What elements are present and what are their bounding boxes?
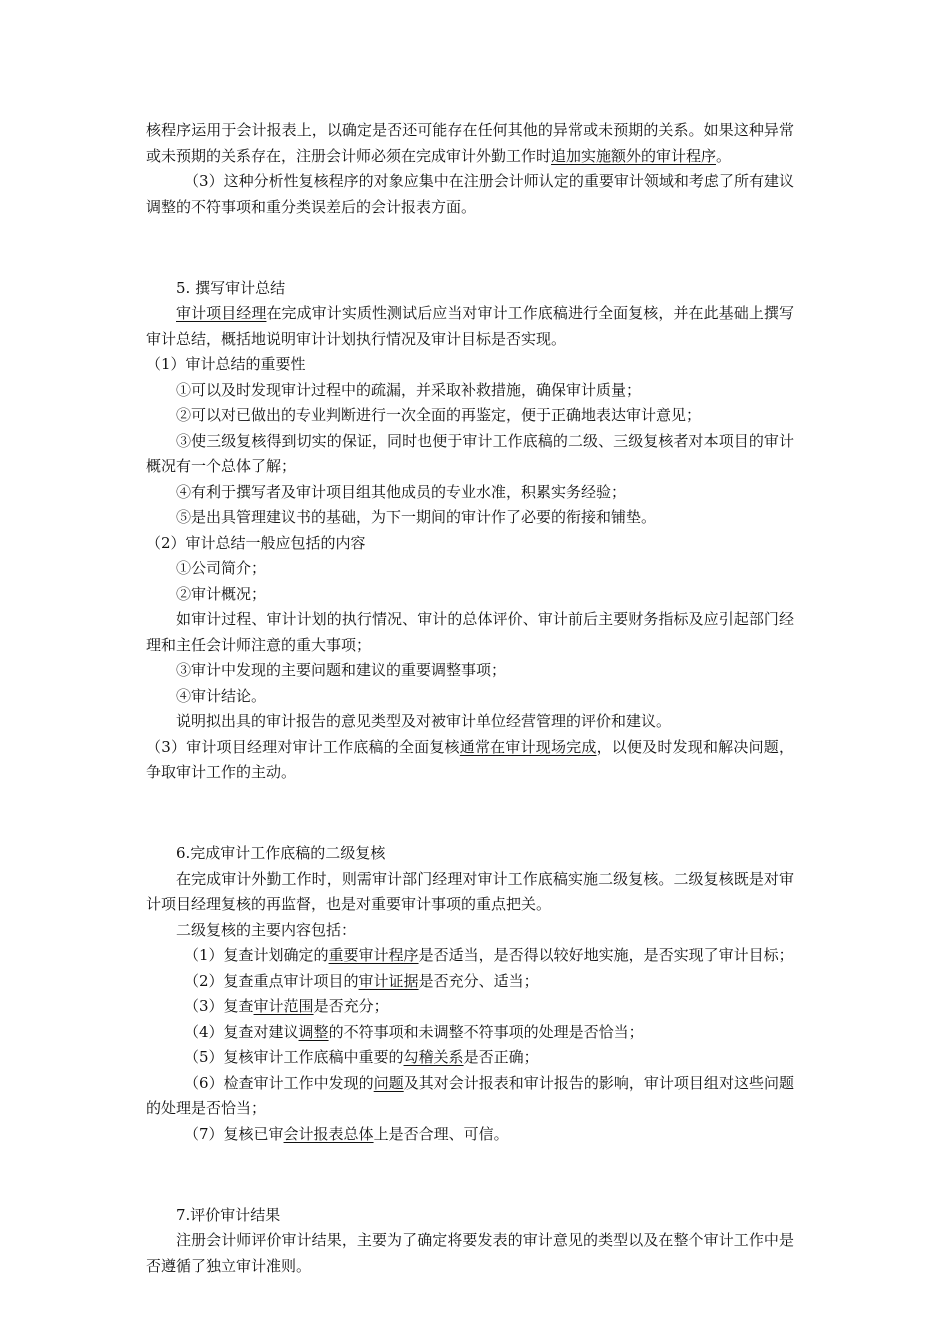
text-run: 说明拟出具的审计报告的意见类型及对被审计单位经营管理的评价和建议。 — [176, 712, 672, 730]
text-run: ③审计中发现的主要问题和建议的重要调整事项； — [176, 661, 507, 679]
text-run: （5）复核审计工作底稿中重要的 — [184, 1048, 404, 1066]
underlined-text: 审计证据 — [358, 971, 419, 990]
text-run: （1）复查计划确定的 — [184, 946, 329, 964]
underlined-text: 审计项目经理 — [176, 304, 267, 322]
paragraph — [146, 378, 794, 404]
paragraph — [146, 658, 794, 684]
paragraph — [146, 1203, 794, 1229]
text-run: （3）这种分析性复核程序的对象应集中在注册会计师认定的重要审计领域和考虑了所有建议调整的不符事项和重分类误差后的会计报表方面。 — [146, 172, 794, 216]
text-run: （2）审计总结一般应包括的内容 — [146, 533, 366, 552]
text-run: 5. 撰写审计总结 — [176, 278, 286, 297]
paragraph — [146, 276, 794, 302]
text-run: （7）复核已审 — [184, 1124, 284, 1143]
text-run: 。 — [716, 146, 732, 165]
text-run: 是否正确； — [463, 1048, 539, 1066]
underlined-text: 调整 — [298, 1022, 329, 1041]
blank-line — [146, 235, 794, 261]
text-run: 二级复核的主要内容包括： — [176, 920, 357, 939]
underlined-text: 重要审计程序 — [328, 946, 419, 964]
paragraph — [146, 1071, 794, 1122]
text-run: ②审计概况； — [176, 584, 267, 603]
text-run: 是否适当，是否得以较好地实施，是否实现了审计目标； — [418, 946, 794, 964]
text-run: （4）复查对建议 — [184, 1022, 299, 1041]
text-run: ⑤是出具管理建议书的基础，为下一期间的审计作了必要的衔接和铺垫。 — [176, 508, 657, 526]
paragraph — [146, 118, 794, 169]
paragraph — [146, 607, 794, 658]
paragraph — [146, 1122, 794, 1148]
text-run: 在完成审计实质性测试后应当对审计工作底稿进行全面复核，并在此基础上撰写审计总结，概括地说明审计计划执行情况及审计目标是否实现。 — [146, 304, 794, 348]
paragraph — [146, 1045, 794, 1071]
text-run: 7.评价审计结果 — [176, 1205, 281, 1224]
text-run: （3）复查 — [184, 997, 254, 1015]
text-run: 是否充分、适当； — [418, 971, 539, 990]
paragraph — [146, 556, 794, 582]
paragraph — [146, 403, 794, 429]
text-run: 的不符事项和未调整不符事项的处理是否恰当； — [328, 1022, 644, 1041]
paragraph — [146, 994, 794, 1020]
paragraph — [146, 969, 794, 995]
paragraph — [146, 867, 794, 918]
text-run: 及其对会计报表和审计报告的影响，审计项目组对这些问题的处理是否恰当； — [146, 1073, 794, 1117]
text-run: ④有利于撰写者及审计项目组其他成员的专业水准，积累实务经验； — [176, 482, 627, 501]
text-run: 是否充分； — [313, 997, 389, 1015]
paragraph — [146, 735, 794, 786]
text-run: 注册会计师评价审计结果，主要为了确定将要发表的审计意见的类型以及在整个审计工作中是否遵循了独立审计准则。 — [146, 1231, 794, 1275]
underlined-text: 勾稽关系 — [403, 1048, 464, 1066]
paragraph — [146, 169, 794, 220]
text-run: 6.完成审计工作底稿的二级复核 — [176, 844, 386, 862]
blank-line — [146, 1162, 794, 1188]
paragraph — [146, 709, 794, 735]
text-run: ①公司简介； — [176, 559, 267, 577]
paragraph — [146, 918, 794, 944]
paragraph — [146, 301, 794, 352]
paragraph — [146, 1020, 794, 1046]
underlined-text: 追加实施额外的审计程序 — [551, 146, 717, 165]
paragraph — [146, 684, 794, 710]
text-run: （2）复查重点审计项目的 — [184, 971, 359, 990]
text-run: （6）检查审计工作中发现的 — [184, 1073, 374, 1092]
text-run: 上是否合理、可信。 — [373, 1124, 509, 1143]
paragraph — [146, 531, 794, 557]
text-run: ③使三级复核得到切实的保证，同时也便于审计工作底稿的二级、三级复核者对本项目的审计概况有一个总体了解； — [146, 431, 794, 475]
underlined-text: 通常在审计现场完成 — [459, 737, 597, 756]
text-run: ①可以及时发现审计过程中的疏漏，并采取补救措施，确保审计质量； — [176, 380, 642, 399]
text-run: （3）审计项目经理对审计工作底稿的全面复核 — [146, 737, 460, 756]
paragraph — [146, 352, 794, 378]
paragraph — [146, 582, 794, 608]
text-run: ②可以对已做出的专业判断进行一次全面的再鉴定，便于正确地表达审计意见； — [176, 406, 702, 424]
paragraph — [146, 1228, 794, 1279]
blank-line — [146, 801, 794, 827]
text-run: 在完成审计外勤工作时，则需审计部门经理对审计工作底稿实施二级复核。二级复核既是对审计项目经理复核的再监督，也是对重要审计事项的重点把关。 — [146, 869, 794, 913]
text-run: 核程序运用于会计报表上，以确定是否还可能存在任何其他的异常或未预期的关系。如果这种异常或未预期的关系存在，注册会计师必须在完成审计外勤工作时 — [146, 121, 794, 165]
text-run: ，以便及时发现和解决问题，争取审计工作的主动。 — [146, 737, 794, 781]
underlined-text: 审计范围 — [253, 997, 314, 1015]
underlined-text: 会计报表总体 — [283, 1124, 374, 1143]
text-run: 如审计过程、审计计划的执行情况、审计的总体评价、审计前后主要财务指标及应引起部门经理和主任会计师注意的重大事项； — [146, 610, 794, 654]
paragraph — [146, 429, 794, 480]
underlined-text: 问题 — [373, 1073, 404, 1092]
paragraph — [146, 480, 794, 506]
paragraph — [146, 943, 794, 969]
document-page — [146, 118, 794, 1279]
paragraph — [146, 505, 794, 531]
paragraph — [146, 841, 794, 867]
text-run: （1）审计总结的重要性 — [146, 355, 306, 373]
text-run: ④审计结论。 — [176, 686, 267, 705]
